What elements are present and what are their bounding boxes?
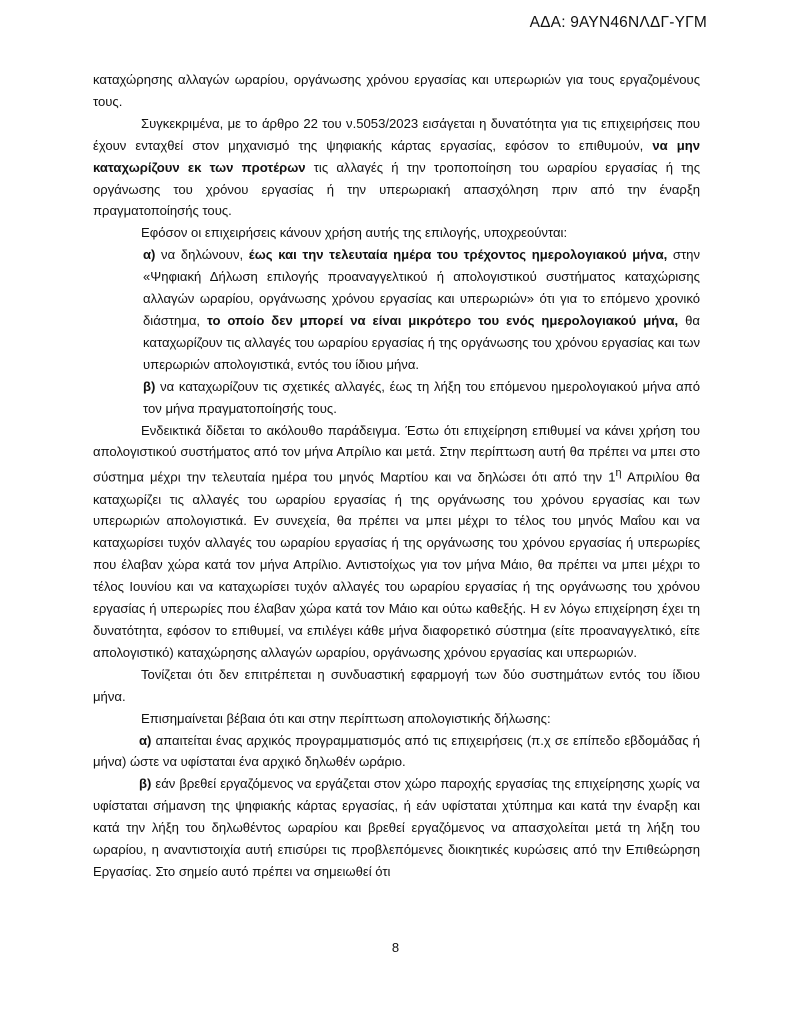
superscript: η	[615, 467, 622, 480]
paragraph-6: Επισημαίνεται βέβαια ότι και στην περίπτωση απολογιστικής δήλωσης:	[141, 710, 551, 726]
paragraph-5: Τονίζεται ότι δεν επιτρέπεται η συνδυαστική εφαρμογή των δύο συστημάτων εντός του ίδιου μήνα.	[93, 666, 700, 704]
ada-code: ΑΔΑ: 9ΑΥΝ46ΝΛΔΓ-ΥΓΜ	[529, 14, 707, 31]
paragraph-1: καταχώρησης αλλαγών ωραρίου, οργάνωσης χρόνου εργασίας και υπερωριών για τους εργαζομένους τους.	[93, 72, 700, 109]
text-run: στην «Ψηφιακή Δήλωση επιλογής προαναγγελτικού ή απολογιστικού συστήματος καταχώρισης αλλαγών ωραρίου, οργάνωσης χρόνου εργασίας και υπερωριών» ότι για το επόμενο χρονικό διάστημα,	[143, 247, 700, 328]
bold-run: να μην καταχωρίζουν εκ των προτέρων	[93, 137, 700, 175]
paragraph-7	[93, 730, 700, 774]
bold-run: έως και την τελευταία ημέρα του τρέχοντος ημερολογιακού μήνα,	[248, 247, 668, 263]
item-label: β)	[139, 776, 152, 792]
text-run: να καταχωρίζουν τις σχετικές αλλαγές, έως τη λήξη του επόμενου ημερολογιακού μήνα από τον μήνα πραγματοποίησής τους.	[143, 378, 700, 416]
item-label: α)	[139, 732, 152, 748]
text-run: Απριλίου θα καταχωρίζει τις αλλαγές του ωραρίου εργασίας ή της οργάνωσης του χρόνου εργασίας και των υπερωριών απολογιστικά. Εν συνεχεία, θα πρέπει να μπει μέχρι το τέλος του μηνός Μαΐου και να καταχωρίσει τυχόν αλλαγές του ωραρίου εργασίας ή της οργάνωσης του χρόνου εργασίας ή υπερωρίες που έλαβαν χώρα κατά τον μήνα Απρίλιο. Αντιστοίχως για τον μήνα Μάιο, θα πρέπει να μπει μέχρι το τέλος Ιουνίου και να καταχωρίσει τυχόν αλλαγές του ωραρίου εργασίας ή της οργάνωσης του χρόνου εργασίας ή υπερωρίες που έλαβαν χώρα κατά τον Μάιο και ούτω καθεξής. Η εν λόγω επιχείρηση έχει τη δυνατότητα, εφόσον το επιθυμεί, να επιλέγει κάθε μήνα διαφορετικό σύστημα (είτε προαναγγελτικό, είτε απολογιστικό) καταχώρησης αλλαγών ωραρίου, οργάνωσης χρόνου εργασίας και υπερωριών.	[93, 469, 700, 660]
text-run: να δηλώνουν,	[155, 247, 249, 263]
text-run: απαιτείται ένας αρχικός προγραμματισμός από τις επιχειρήσεις (π.χ σε επίπεδο εβδομάδας ή μήνα) ώστε να υφίσταται ένα αρχικό δηλωθέν ωράριο.	[93, 732, 700, 770]
paragraph-2	[93, 113, 700, 223]
item-label: α)	[143, 247, 156, 263]
bold-run: το οποίο δεν μπορεί να είναι μικρότερο του ενός ημερολογιακού μήνα,	[207, 312, 679, 328]
page-number: 8	[391, 940, 400, 955]
text-run: Ενδεικτικά δίδεται το ακόλουθο παράδειγμα. Έστω ότι επιχείρηση επιθυμεί να κάνει χρήση του απολογιστικού συστήματος από τον μήνα Απρίλιο και μετά. Στην περίπτωση αυτή θα πρέπει να μπει στο σύστημα μέχρι την τελευταία ημέρα του μηνός Μαρτίου και να δηλώσει ότι από την 1	[93, 422, 700, 485]
text-run: Συγκεκριμένα, με το άρθρο 22 του ν.5053/2023 εισάγεται η δυνατότητα για τις επιχειρήσεις που έχουν ενταχθεί στον μηχανισμό της ψηφιακής κάρτας εργασίας, εφόσον το επιθυμούν,	[93, 115, 700, 153]
paragraph-example	[93, 420, 700, 664]
text-run: εάν βρεθεί εργαζόμενος να εργάζεται στον χώρο παροχής εργασίας της επιχείρησης χωρίς να υφίσταται σήμανση της ψηφιακής κάρτας εργασίας, ή εάν υφίσταται χτύπημα και κατά την έναρξη και κατά την λήξη του δηλωθέντος ωραρίου και βρεθεί εργαζόμενος να απασχολείται μετά τη λήξη του ωραρίου, η αναντιστοιχία αυτή επισύρει τις προβλεπόμενες διοικητικές κυρώσεις από την Επιθεώρηση Εργασίας. Στο σημείο αυτό πρέπει να σημειωθεί ότι	[93, 776, 700, 879]
document-body	[93, 69, 700, 883]
text-run: τις αλλαγές ή την τροποποίηση του ωραρίου εργασίας ή της οργάνωσης του χρόνου εργασίας ή την υπερωριακή απασχόληση πριν από την έναρξη πραγματοποίησής τους.	[93, 159, 701, 219]
paragraph-8	[93, 773, 700, 883]
text-run: θα καταχωρίζουν τις αλλαγές του ωραρίου εργασίας ή της οργάνωσης του χρόνου εργασίας και των υπερωριών απολογιστικά, εντός του ίδιου μήνα.	[143, 312, 700, 372]
item-label: β)	[143, 378, 156, 394]
paragraph-3: Εφόσον οι επιχειρήσεις κάνουν χρήση αυτής της επιλογής, υποχρεούνται:	[141, 225, 568, 241]
list-item-b	[93, 376, 700, 420]
list-item-a	[93, 244, 700, 375]
